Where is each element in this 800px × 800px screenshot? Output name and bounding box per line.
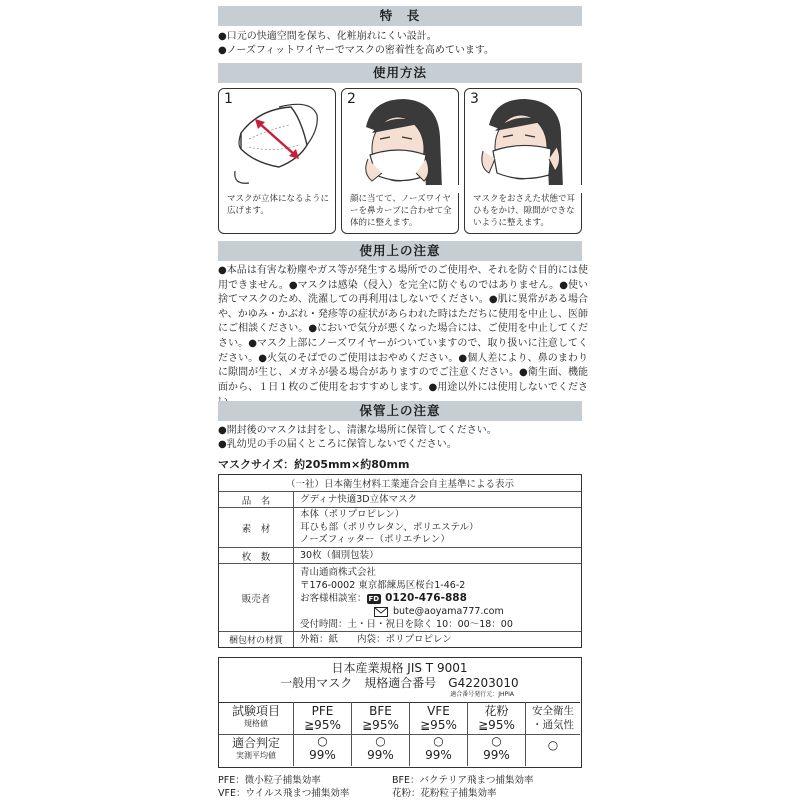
table-row: [219, 507, 581, 547]
usage-step-3-panel: [464, 88, 582, 234]
row-label-result: [219, 736, 293, 762]
safety-column: [525, 702, 580, 766]
seller-address: 〒176-0002 東京都練馬区桜台1-46-2: [300, 580, 466, 591]
step-caption-3: マスクをおさえた状態で耳ひもをかけ、隙間ができないように整えます。: [473, 194, 576, 228]
feature-line-1: ●口元の快適空間を保ち、化粧崩れにくい設計。: [218, 31, 437, 42]
vfe-pass-mark: ○: [433, 734, 444, 748]
phone-number[interactable]: 0120-476-888: [385, 592, 467, 604]
step-number-3: 3: [470, 91, 479, 107]
judgement-label: 適合判定: [231, 736, 280, 750]
storage-line-1: ●開封後のマスクは封をし、清潔な場所に保管してください。: [218, 425, 497, 436]
jis-line-2: 一般用マスク 規格適合番号 G42203010: [280, 676, 519, 690]
pollen-pass-mark: ○: [491, 734, 502, 748]
freedial-icon: FD: [368, 594, 380, 603]
pollen-measured: 99%: [483, 748, 510, 762]
table-row: [219, 491, 581, 507]
pollen-spec: ≧95%: [478, 718, 515, 732]
pfe-spec: ≧95%: [304, 718, 341, 732]
test-items-label: 試験項目: [231, 704, 280, 718]
count-value: 30枚（個別包装）: [300, 550, 379, 561]
breathability-label: ・通気性: [532, 719, 574, 731]
jis-results-grid: [219, 702, 580, 766]
bfe-spec: ≧95%: [362, 718, 399, 732]
legend-bfe: BFE：バクテリア飛まつ捕集効率: [392, 775, 534, 786]
seller-company: 青山通商株式会社: [300, 567, 377, 578]
product-table-header: [219, 475, 581, 491]
product-table-header-text: （一社）日本衛生材料工業連合会自主基準による表示: [285, 479, 514, 490]
safety-pass-mark: ○: [547, 738, 559, 752]
bfe-column: [351, 702, 409, 766]
legend-vfe: VFE：ウイルス飛まつ捕集効率: [218, 788, 350, 799]
usage-heading: 使用方法: [218, 63, 582, 83]
envelope-icon: [374, 607, 388, 617]
usage-step-2-panel: [341, 88, 459, 234]
row-key-name: 品 名: [219, 492, 294, 507]
step-caption-2: 顔に当てて、ノーズワイヤーを鼻カーブに合わせて全体的に整えます。: [350, 194, 452, 228]
row-key-packaging: 梱包材の材質: [219, 632, 294, 647]
features-heading: 特 長: [218, 6, 582, 26]
bfe-name: BFE: [369, 704, 392, 718]
step-number-1: 1: [224, 91, 233, 107]
row-key-seller: 販売者: [219, 564, 294, 631]
usage-step-1-panel: [218, 88, 336, 234]
row-key-material: 素 材: [219, 508, 294, 547]
step-caption-1: マスクが立体になるように広げます。: [227, 194, 330, 216]
packaging-value: 外箱：紙 内袋：ポリプロピレン: [300, 634, 452, 645]
legend-pollen: 花粉：花粉粒子捕集効率: [392, 788, 497, 799]
product-info-table: [218, 474, 582, 648]
email-address[interactable]: bute@aoyama777.com: [393, 606, 504, 617]
table-row: [219, 563, 581, 631]
pfe-column: [293, 702, 351, 766]
step-number-2: 2: [347, 91, 356, 107]
consult-label: お客様相談室：: [300, 593, 367, 604]
product-name: グディナ快適3D立体マスク: [300, 494, 418, 505]
vfe-column: [409, 702, 467, 766]
row-label-test: [219, 704, 293, 730]
vfe-spec: ≧95%: [420, 718, 457, 732]
safety-label: 安全衛生: [532, 705, 574, 717]
jis-header: [219, 658, 580, 702]
material-earloop: 耳ひも部（ポリウレタン、ポリエステル）: [300, 521, 479, 533]
mask-size: マスクサイズ：約205mm×約80mm: [218, 458, 410, 471]
jis-line-1: 日本産業規格 JIS T 9001: [331, 661, 468, 675]
bfe-pass-mark: ○: [375, 734, 386, 748]
pfe-measured: 99%: [309, 748, 336, 762]
legend-pfe: PFE：微小粒子捕集効率: [218, 775, 321, 786]
pollen-column: [467, 702, 525, 766]
cautions-heading: 使用上の注意: [218, 241, 582, 261]
vfe-name: VFE: [427, 704, 450, 718]
spec-value-label: 規格値: [244, 719, 268, 728]
reception-hours: 受付時間：土・日・祝日を除く 10：00～18：00: [300, 619, 513, 630]
jis-standards-box: [218, 657, 582, 768]
pfe-pass-mark: ○: [317, 734, 328, 748]
material-nosefitter: ノーズフィッター（ポリエチレン）: [300, 534, 450, 546]
row-key-count: 枚 数: [219, 548, 294, 563]
feature-line-2: ●ノーズフィットワイヤーでマスクの密着性を高めています。: [218, 45, 495, 56]
cautions-text: ●本品は有害な粉塵やガス等が発生する場所でのご使用や、それを防ぐ目的には使用できません。●マスクは感染（侵入）を完全に防ぐものではありません。●使い捨てマスクのため、洗濯しての再利用はしないでください。●肌に異常がある場合や、かゆみ・かぶれ・発疹等の症状があらわれた時はただちに使用を中止し、医師にご相談ください。●においで気分が悪くなった場合には、ご使用を中止してください。●マスク上部にノーズワイヤーがついていますので、取り扱いに注意してください。●火気のそばでのご使用はおやめください。●個人差により、鼻のまわりに隙間が生じ、メガネが曇る場合がありますのでご注意ください。●衛生面、機能面から、１日１枚のご使用をおすすめします。●用途以外には使用しないでくださ: [218, 265, 588, 393]
table-row: [219, 631, 581, 647]
pfe-name: PFE: [311, 704, 334, 718]
measured-average-label: 実測平均値: [236, 751, 276, 760]
storage-line-2: ●乳幼児の手の届くところに保管しないでください。: [218, 439, 457, 450]
bfe-measured: 99%: [367, 748, 394, 762]
vfe-measured: 99%: [425, 748, 452, 762]
table-row: [219, 547, 581, 563]
jis-issuer: 適合番号発行元：JHPIA: [450, 691, 514, 698]
pollen-name: 花粉: [484, 704, 509, 718]
material-body: 本体（ポリプロピレン）: [300, 509, 405, 520]
storage-heading: 保管上の注意: [218, 401, 582, 421]
